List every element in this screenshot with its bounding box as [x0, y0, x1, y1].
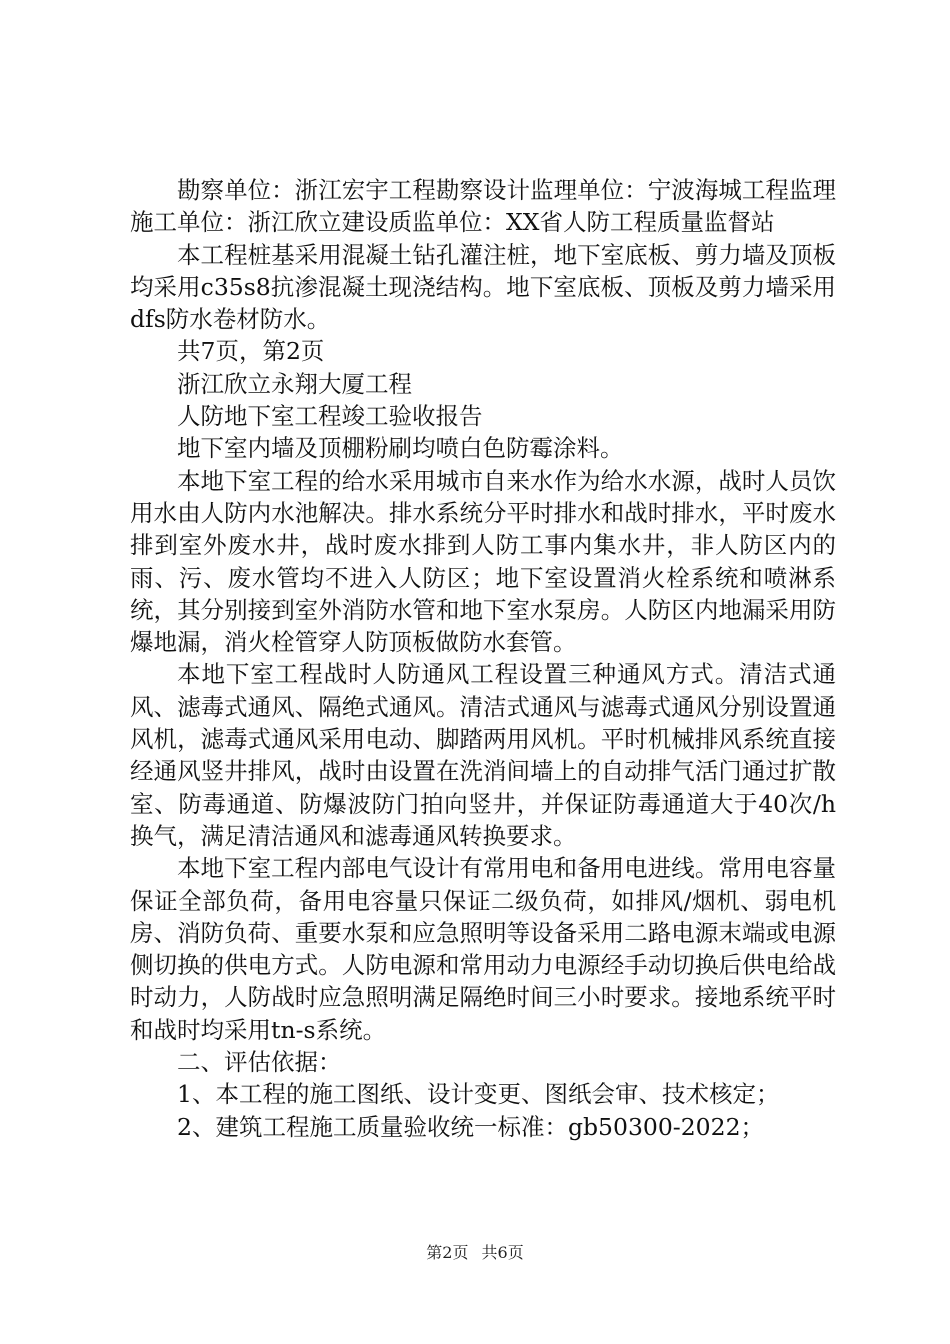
paragraph-report-title: 人防地下室工程竣工验收报告 — [177, 402, 483, 431]
paragraph-foundation: 本工程桩基采用混凝土钻孔灌注桩，地下室底板、剪力墙及顶板均采用c35s8抗渗混凝土现浇结构。地下室底板、顶板及剪力墙采用dfs防水卷材防水。 — [130, 240, 836, 334]
document-body — [130, 174, 836, 1143]
page-footer — [0, 1242, 950, 1264]
paragraph-electrical: 本地下室工程内部电气设计有常用电和备用电进线。常用电容量保证全部负荷，备用电容量只保证二级负荷，如排风/烟机、弱电机房、消防负荷、重要水泵和应急照明等设备采用二路电源末端或电源侧切换的供电方式。人防电源和常用动力电源经手动切换后供电给战时动力，人防战时应急照明满足隔绝时间三小时要求。接地系统平时和战时均采用tn-s系统。 — [130, 854, 836, 1044]
paragraph-basis-item-2: 2、建筑工程施工质量验收统一标准：gb50300-2022； — [177, 1112, 765, 1141]
paragraph-survey-units: 勘察单位：浙江宏宇工程勘察设计监理单位：宁波海城工程监理施工单位：浙江欣立建设质监单位：XX省人防工程质量监督站 — [130, 176, 836, 237]
paragraph-ventilation: 本地下室工程战时人防通风工程设置三种通风方式。清洁式通风、滤毒式通风、隔绝式通风。清洁式通风与滤毒式通风分别设置通风机，滤毒式通风采用电动、脚踏两用风机。平时机械排风系统直接经通风竖井排风，战时由设置在洗消间墙上的自动排气活门通过扩散室、防毒通道、防爆波防门拍向竖井，并保证防毒通道大于40次/h换气，满足清洁通风和滤毒通风转换要求。 — [130, 660, 836, 850]
footer-page-current: 第2页 — [426, 1243, 469, 1262]
paragraph-water-supply: 本地下室工程的给水采用城市自来水作为给水水源，战时人员饮用水由人防内水池解决。排水系统分平时排水和战时排水，平时废水排到室外废水井，战时废水排到人防工事内集水井，非人防区内的雨、污、废水管均不进入人防区；地下室设置消火栓系统和喷淋系统，其分别接到室外消防水管和地下室水泵房。人防区内地漏采用防爆地漏，消火栓管穿人防顶板做防水套管。 — [130, 466, 836, 657]
paragraph-page-marker: 共7页，第2页 — [177, 337, 325, 366]
footer-page-total: 共6页 — [481, 1243, 524, 1262]
paragraph-basis-item-1: 1、本工程的施工图纸、设计变更、图纸会审、技术核定； — [177, 1080, 780, 1109]
paragraph-project-name: 浙江欣立永翔大厦工程 — [177, 369, 412, 398]
paragraph-wall-finish: 地下室内墙及顶棚粉刷均喷白色防霉涂料。 — [177, 434, 624, 463]
paragraph-section-heading: 二、评估依据： — [177, 1048, 342, 1077]
